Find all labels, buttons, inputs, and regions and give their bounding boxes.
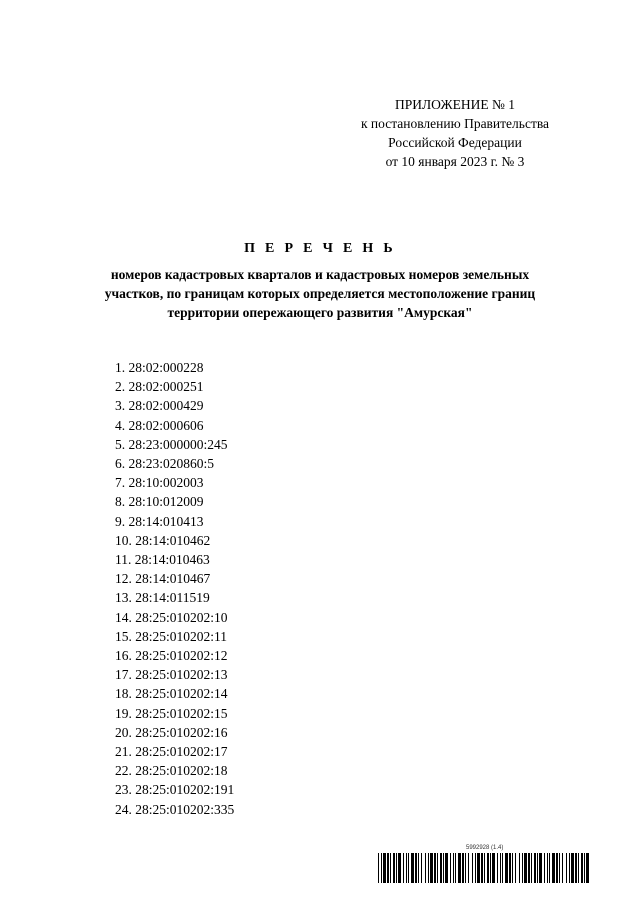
list-item: 23. 28:25:010202:191 bbox=[115, 782, 235, 798]
appendix-number: ПРИЛОЖЕНИЕ № 1 bbox=[394, 97, 516, 112]
list-item: 15. 28:25:010202:11 bbox=[115, 628, 228, 644]
cadastral-number-list bbox=[115, 358, 234, 819]
list-item: 16. 28:25:010202:12 bbox=[115, 648, 228, 664]
appendix-government: Российской Федерации bbox=[388, 135, 522, 150]
list-item: 21. 28:25:010202:17 bbox=[115, 744, 228, 760]
list-item: 6. 28:23:020860:5 bbox=[115, 456, 215, 472]
appendix-date: от 10 января 2023 г. № 3 bbox=[385, 154, 525, 169]
list-item: 8. 28:10:012009 bbox=[115, 494, 204, 510]
barcode-icon bbox=[378, 853, 592, 883]
list-item: 2. 28:02:000251 bbox=[115, 379, 204, 395]
subtitle-line-1: номеров кадастровых кварталов и кадастровых номеров земельных bbox=[110, 267, 530, 282]
list-item: 10. 28:14:010462 bbox=[115, 532, 211, 548]
appendix-resolution-ref: к постановлению Правительства bbox=[360, 116, 550, 131]
list-item: 11. 28:14:010463 bbox=[115, 552, 210, 568]
list-item: 17. 28:25:010202:13 bbox=[115, 667, 228, 683]
appendix-header bbox=[340, 95, 570, 171]
subtitle-line-2: участков, по границам которых определяется местоположение границ bbox=[104, 286, 536, 301]
list-item: 24. 28:25:010202:335 bbox=[115, 801, 235, 817]
barcode-label: 5992928 (1.4) bbox=[466, 845, 504, 851]
list-item: 13. 28:14:011519 bbox=[115, 590, 210, 606]
list-item: 4. 28:02:000606 bbox=[115, 417, 204, 433]
list-item: 14. 28:25:010202:10 bbox=[115, 609, 228, 625]
list-item: 12. 28:14:010467 bbox=[115, 571, 211, 587]
list-item: 18. 28:25:010202:14 bbox=[115, 686, 228, 702]
list-item: 5. 28:23:000000:245 bbox=[115, 436, 228, 452]
list-item: 22. 28:25:010202:18 bbox=[115, 763, 228, 779]
subtitle-line-3: территории опережающего развития "Амурская" bbox=[167, 305, 473, 320]
list-item: 3. 28:02:000429 bbox=[115, 398, 204, 414]
document-title: П Е Р Е Ч Е Н Ь bbox=[244, 241, 396, 256]
list-item: 9. 28:14:010413 bbox=[115, 513, 204, 529]
list-item: 20. 28:25:010202:16 bbox=[115, 724, 228, 740]
list-item: 1. 28:02:000228 bbox=[115, 360, 204, 375]
document-subtitle bbox=[60, 265, 580, 322]
list-item: 19. 28:25:010202:15 bbox=[115, 705, 228, 721]
list-item: 7. 28:10:002003 bbox=[115, 475, 204, 491]
